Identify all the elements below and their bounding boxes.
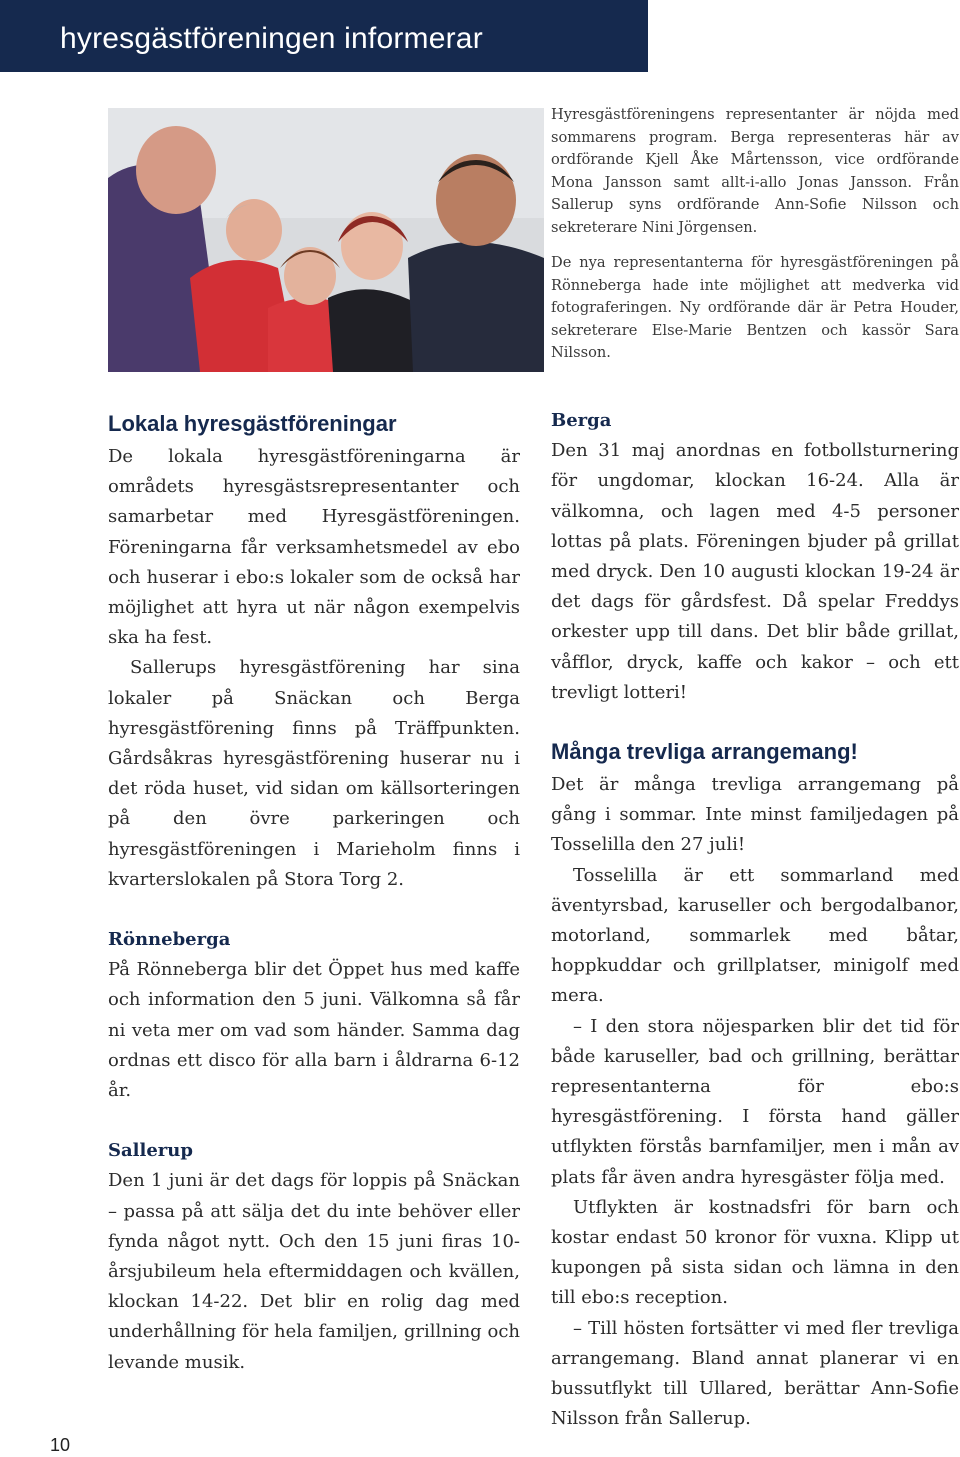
subheading-ronneberga: Rönneberga bbox=[108, 929, 231, 951]
subheading-berga: Berga bbox=[551, 410, 612, 431]
caption-paragraph: De nya representanterna för hyresgästföreningen på Rönneberga hade inte möjlighet att medverka vid fotograferingen. Ny ordförande där är Petra Houder, sekreterare Else-Marie Bentzen och kassör Sara Nilsson. bbox=[551, 254, 959, 361]
body-paragraph: Den 1 juni är det dags för loppis på Snäckan – passa på att sälja det du inte behöver eller fynda något nytt. Och den 15 juni firas 10-årsjubileum hela eftermiddagen och kvällen, klockan 14-22. Det blir en rolig dag med underhållning för hela familjen, grillning och levande musik. bbox=[108, 1170, 520, 1373]
body-paragraph: Sallerups hyresgästförening har sina lokaler på Snäckan och Berga hyresgästförening finns på Träffpunkten. Gårdsåkras hyresgästförening huserar nu i det röda huset, vid sidan om källsorteringen på den övre parkeringen och hyresgästföreningen i Marieholm finns i kvarterslokalen på Stora Torg 2. bbox=[108, 657, 520, 890]
subheading-sallerup: Sallerup bbox=[108, 1140, 193, 1162]
body-paragraph: De lokala hyresgästföreningarna är områdets hyresgästsrepresentanter och samarbetar med Hyresgästföreningen. Föreningarna får verksamhetsmedel av ebo och huserar i ebo:s lokaler som de också har möjlighet att hyra ut när någon exempelvis ska ha fest. bbox=[108, 446, 520, 649]
caption-paragraph: Hyresgästföreningens representanter är nöjda med sommarens program. Berga representeras här av ordförande Kjell Åke Mårtensson, vice ordförande Mona Jansson samt allt-i-allo Jonas Jansson. Från Sallerup syns ordförande Ann-Sofie Nilsson och sekreterare Nini Jörgensen. bbox=[551, 106, 959, 236]
body-paragraph: Tosselilla är ett sommarland med äventyrsbad, karuseller och bergodalbanor, motorland, sommarlek med båtar, hoppkuddar och grillplatser, minigolf med mera. bbox=[551, 864, 959, 1007]
group-photo bbox=[108, 108, 544, 372]
body-paragraph: – Till hösten fortsätter vi med fler trevliga arrangemang. Bland annat planerar vi en bussutflykt till Ullared, berättar Ann-Sofie Nilsson från Sallerup. bbox=[551, 1317, 959, 1430]
body-paragraph: På Rönneberga blir det Öppet hus med kaffe och information den 5 juni. Välkomna så får ni veta mer om vad som händer. Samma dag ordnas ett disco för alla barn i åldrarna 6-12 år. bbox=[108, 959, 520, 1102]
right-column bbox=[551, 406, 959, 1435]
section-heading-lokala: Lokala hyresgästföreningar bbox=[108, 411, 397, 436]
group-photo-illustration bbox=[108, 108, 544, 372]
section-heading-arrangemang: Många trevliga arrangemang! bbox=[551, 739, 858, 765]
left-column bbox=[108, 406, 520, 1378]
page-header-title: hyresgästföreningen informerar bbox=[60, 22, 483, 55]
body-paragraph: Den 31 maj anordnas en fotbollsturnering för ungdomar, klockan 16-24. Alla är välkomna, och lagen med 4-5 personer lottas på plats. Föreningen bjuder på grillat med dryck. Den 10 augusti klockan 19-24 är det dags för gårdsfest. Då spelar Freddys orkester upp till dans. Det blir både grillat, våfflor, dryck, kaffe och kakor – och ett trevligt lotteri! bbox=[551, 440, 959, 703]
photo-caption bbox=[551, 104, 959, 378]
body-paragraph: Det är många trevliga arrangemang på gång i sommar. Inte minst familjedagen på Tosselilla den 27 juli! bbox=[551, 774, 959, 856]
header-bar bbox=[0, 0, 648, 72]
body-paragraph: Utflykten är kostnadsfri för barn och kostar endast 50 kronor för vuxna. Klipp ut kupongen på sista sidan och lämna in den till ebo:s reception. bbox=[551, 1196, 959, 1309]
page-number: 10 bbox=[50, 1435, 71, 1455]
body-paragraph: – I den stora nöjesparken blir det tid för både karuseller, bad och grillning, berättar representanterna för ebo:s hyresgästförening. I första hand gäller utflykten förstås barnfamiljer, men i mån av plats får även andra hyresgäster följa med. bbox=[551, 1015, 959, 1188]
